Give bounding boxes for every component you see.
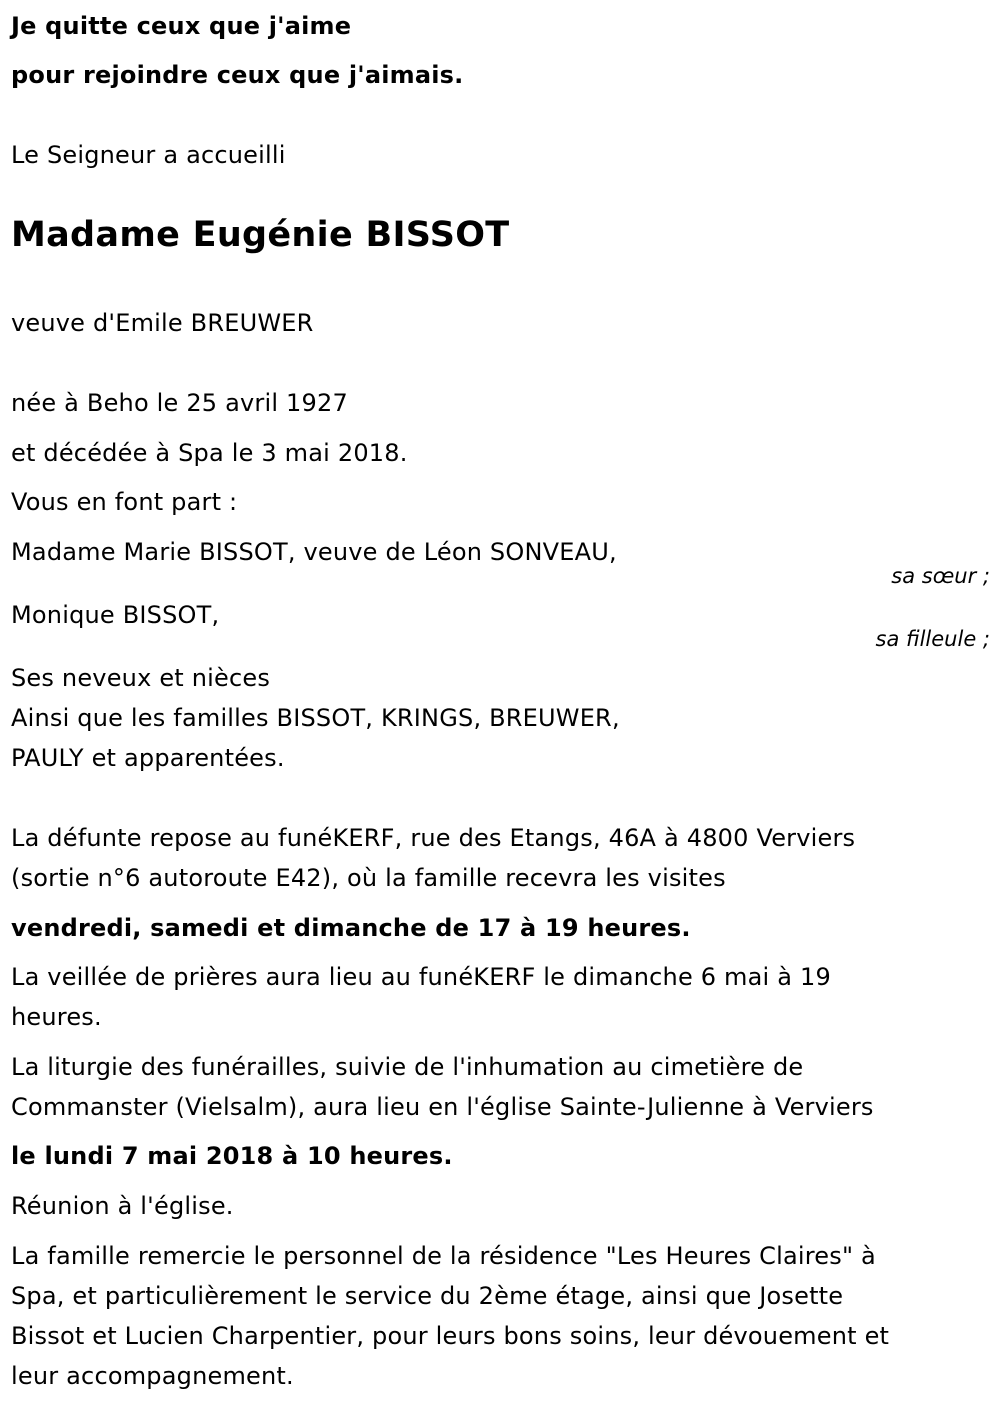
intro-text: Le Seigneur a accueilli <box>11 141 286 169</box>
announce-text: Vous en font part : <box>11 488 238 516</box>
family-relation-2: sa filleule ; <box>875 627 990 651</box>
meeting-text: Réunion à l'église. <box>11 1192 234 1220</box>
liturgy-line-2: Commanster (Vielsalm), aura lieu en l'église Sainte-Julienne à Verviers <box>11 1093 874 1121</box>
deceased-name: Madame Eugénie BISSOT <box>11 215 510 255</box>
vigil-line-1: La veillée de prières aura lieu au funéKERF le dimanche 6 mai à 19 <box>11 963 831 991</box>
thanks-line-1: La famille remercie le personnel de la résidence "Les Heures Claires" à <box>11 1242 876 1270</box>
verse-line-2: pour rejoindre ceux que j'aimais. <box>11 61 464 89</box>
others-line-1: Ses neveux et nièces <box>11 664 271 692</box>
verse-line-1: Je quitte ceux que j'aime <box>11 12 352 40</box>
funeral-date-text: le lundi 7 mai 2018 à 10 heures. <box>11 1142 453 1170</box>
repose-line-1: La défunte repose au funéKERF, rue des Etangs, 46A à 4800 Verviers <box>11 824 856 852</box>
family-member-1: Madame Marie BISSOT, veuve de Léon SONVEAU, <box>11 538 617 566</box>
others-line-3: PAULY et apparentées. <box>11 744 285 772</box>
visits-text: vendredi, samedi et dimanche de 17 à 19 heures. <box>11 914 691 942</box>
thanks-line-3: Bissot et Lucien Charpentier, pour leurs bons soins, leur dévouement et <box>11 1322 890 1350</box>
vigil-line-2: heures. <box>11 1003 102 1031</box>
thanks-line-4: leur accompagnement. <box>11 1362 294 1390</box>
others-line-2: Ainsi que les familles BISSOT, KRINGS, BREUWER, <box>11 704 620 732</box>
widow-of-text: veuve d'Emile BREUWER <box>11 309 314 337</box>
liturgy-line-1: La liturgie des funérailles, suivie de l'inhumation au cimetière de <box>11 1053 804 1081</box>
family-relation-1: sa sœur ; <box>891 564 990 588</box>
death-text: et décédée à Spa le 3 mai 2018. <box>11 439 408 467</box>
birth-text: née à Beho le 25 avril 1927 <box>11 389 348 417</box>
thanks-line-2: Spa, et particulièrement le service du 2ème étage, ainsi que Josette <box>11 1282 844 1310</box>
repose-line-2: (sortie n°6 autoroute E42), où la famille recevra les visites <box>11 864 726 892</box>
family-member-2: Monique BISSOT, <box>11 601 220 629</box>
